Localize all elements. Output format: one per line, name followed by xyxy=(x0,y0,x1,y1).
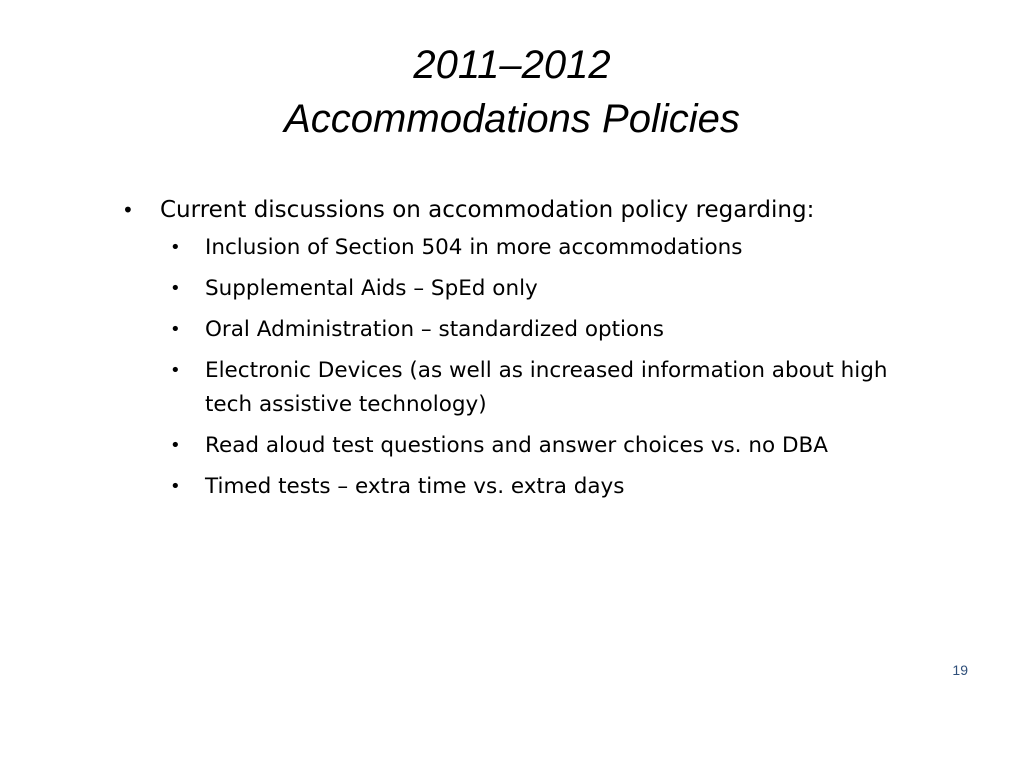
sub-bullet-item xyxy=(160,354,938,422)
sub-bullet-text: Electronic Devices (as well as increased information about high tech assistive technology) xyxy=(205,358,888,417)
title-year: 2011–2012 xyxy=(413,43,611,87)
sub-bullet-item xyxy=(160,470,938,504)
bullet-icon: • xyxy=(170,319,181,340)
bullet-icon: • xyxy=(170,237,181,258)
sub-bullet-list xyxy=(160,231,938,504)
sub-bullet-text: Supplemental Aids – SpEd only xyxy=(205,276,538,301)
bullet-icon: • xyxy=(170,435,181,456)
sub-bullet-item xyxy=(160,313,938,347)
page-number: 19 xyxy=(952,662,968,678)
bullet-list xyxy=(118,193,938,511)
main-bullet-text: Current discussions on accommodation policy regarding: xyxy=(160,197,815,223)
sub-bullet-text: Read aloud test questions and answer choices vs. no DBA xyxy=(205,433,828,458)
bullet-icon: • xyxy=(170,278,181,299)
sub-bullet-text: Timed tests – extra time vs. extra days xyxy=(205,474,625,499)
title-heading: Accommodations Policies xyxy=(284,97,740,141)
bullet-icon: • xyxy=(170,476,181,497)
sub-bullet-item xyxy=(160,429,938,463)
sub-bullet-text: Inclusion of Section 504 in more accommodations xyxy=(205,235,743,260)
sub-bullet-item xyxy=(160,231,938,265)
sub-bullet-item xyxy=(160,272,938,306)
main-bullet-item xyxy=(118,193,938,227)
slide-title xyxy=(0,38,1024,146)
sub-bullet-text: Oral Administration – standardized options xyxy=(205,317,665,342)
bullet-icon: • xyxy=(122,198,134,222)
bullet-icon: • xyxy=(170,360,181,381)
